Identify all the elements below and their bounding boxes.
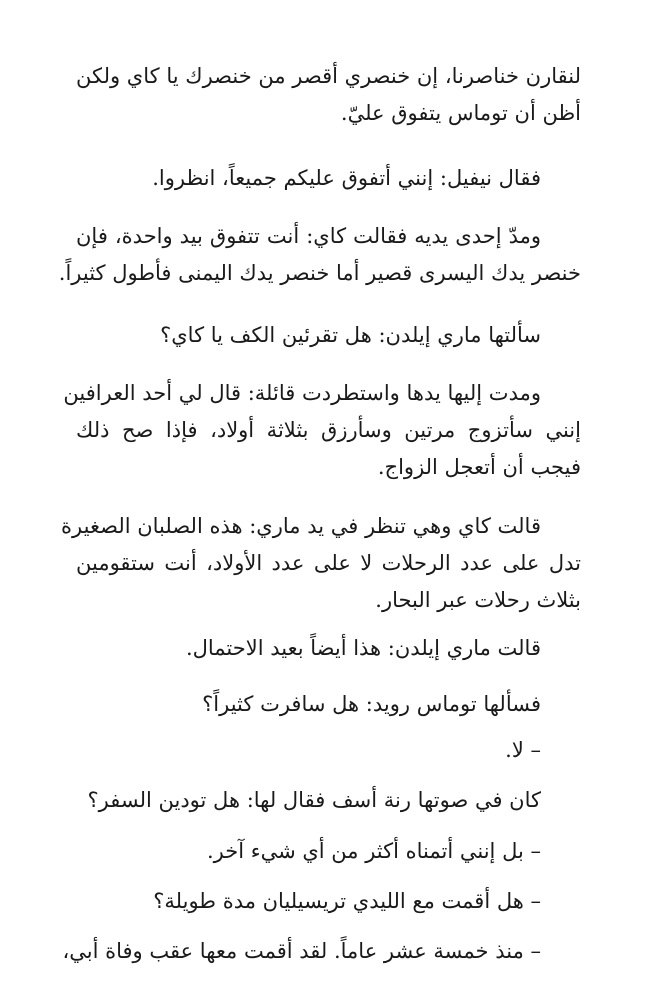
paragraph <box>61 508 581 619</box>
dialog-line: – هل أقمت مع الليدي تريسيليان مدة طويلة؟ <box>153 889 541 913</box>
text-line: إنني سأتزوج مرتين وسأرزق بثلاثة أولاد، فإذا صح ذلك <box>76 418 581 442</box>
text-line: سألتها ماري إيلدن: هل تقرئين الكف يا كاي؟ <box>160 323 541 347</box>
dialog-line: – منذ خمسة عشر عاماً. لقد أقمت معها عقب وفاة أبي، <box>62 939 541 963</box>
text-line: تدل على عدد الرحلات لا على عدد الأولاد، أنت ستقومين <box>76 551 581 575</box>
text-line: خنصر يدك اليسرى قصير أما خنصر يدك اليمنى فأطول كثيراً. <box>58 261 581 285</box>
text-line: قالت كاي وهي تنظر في يد ماري: هذه الصلبان الصغيرة <box>61 514 541 538</box>
dialog-line: فسألها توماس رويد: هل سافرت كثيراً؟ <box>202 692 541 716</box>
text-line: فقال نيفيل: إنني أتفوق عليكم جميعاً، انظروا. <box>152 166 541 190</box>
dialog-line: – لا. <box>505 738 541 762</box>
dialog-line: قالت ماري إيلدن: هذا أيضاً بعيد الاحتمال. <box>185 636 541 660</box>
text-line: أظن أن توماس يتفوق عليّ. <box>340 101 581 125</box>
paragraph <box>76 160 581 197</box>
text-line: ومدّ إحدى يديه فقالت كاي: أنت تتفوق بيد واحدة، فإن <box>76 224 541 248</box>
paragraph <box>58 218 581 292</box>
text-line: بثلاث رحلات عبر البحار. <box>375 588 581 612</box>
paragraph <box>63 375 581 486</box>
text-line: لنقارن خناصرنا، إن خنصري أقصر من خنصرك يا كاي ولكن <box>76 64 581 88</box>
text-line: ومدت إليها يدها واستطردت قائلة: قال لي أحد العرافين <box>63 381 541 405</box>
paragraph <box>76 58 581 132</box>
text-line: فيجب أن أتعجل الزواج. <box>377 455 581 479</box>
dialog-line: – بل إنني أتمناه أكثر من أي شيء آخر. <box>206 839 541 863</box>
paragraph <box>76 317 581 354</box>
dialog-line: كان في صوتها رنة أسف فقال لها: هل تودين السفر؟ <box>87 788 541 812</box>
